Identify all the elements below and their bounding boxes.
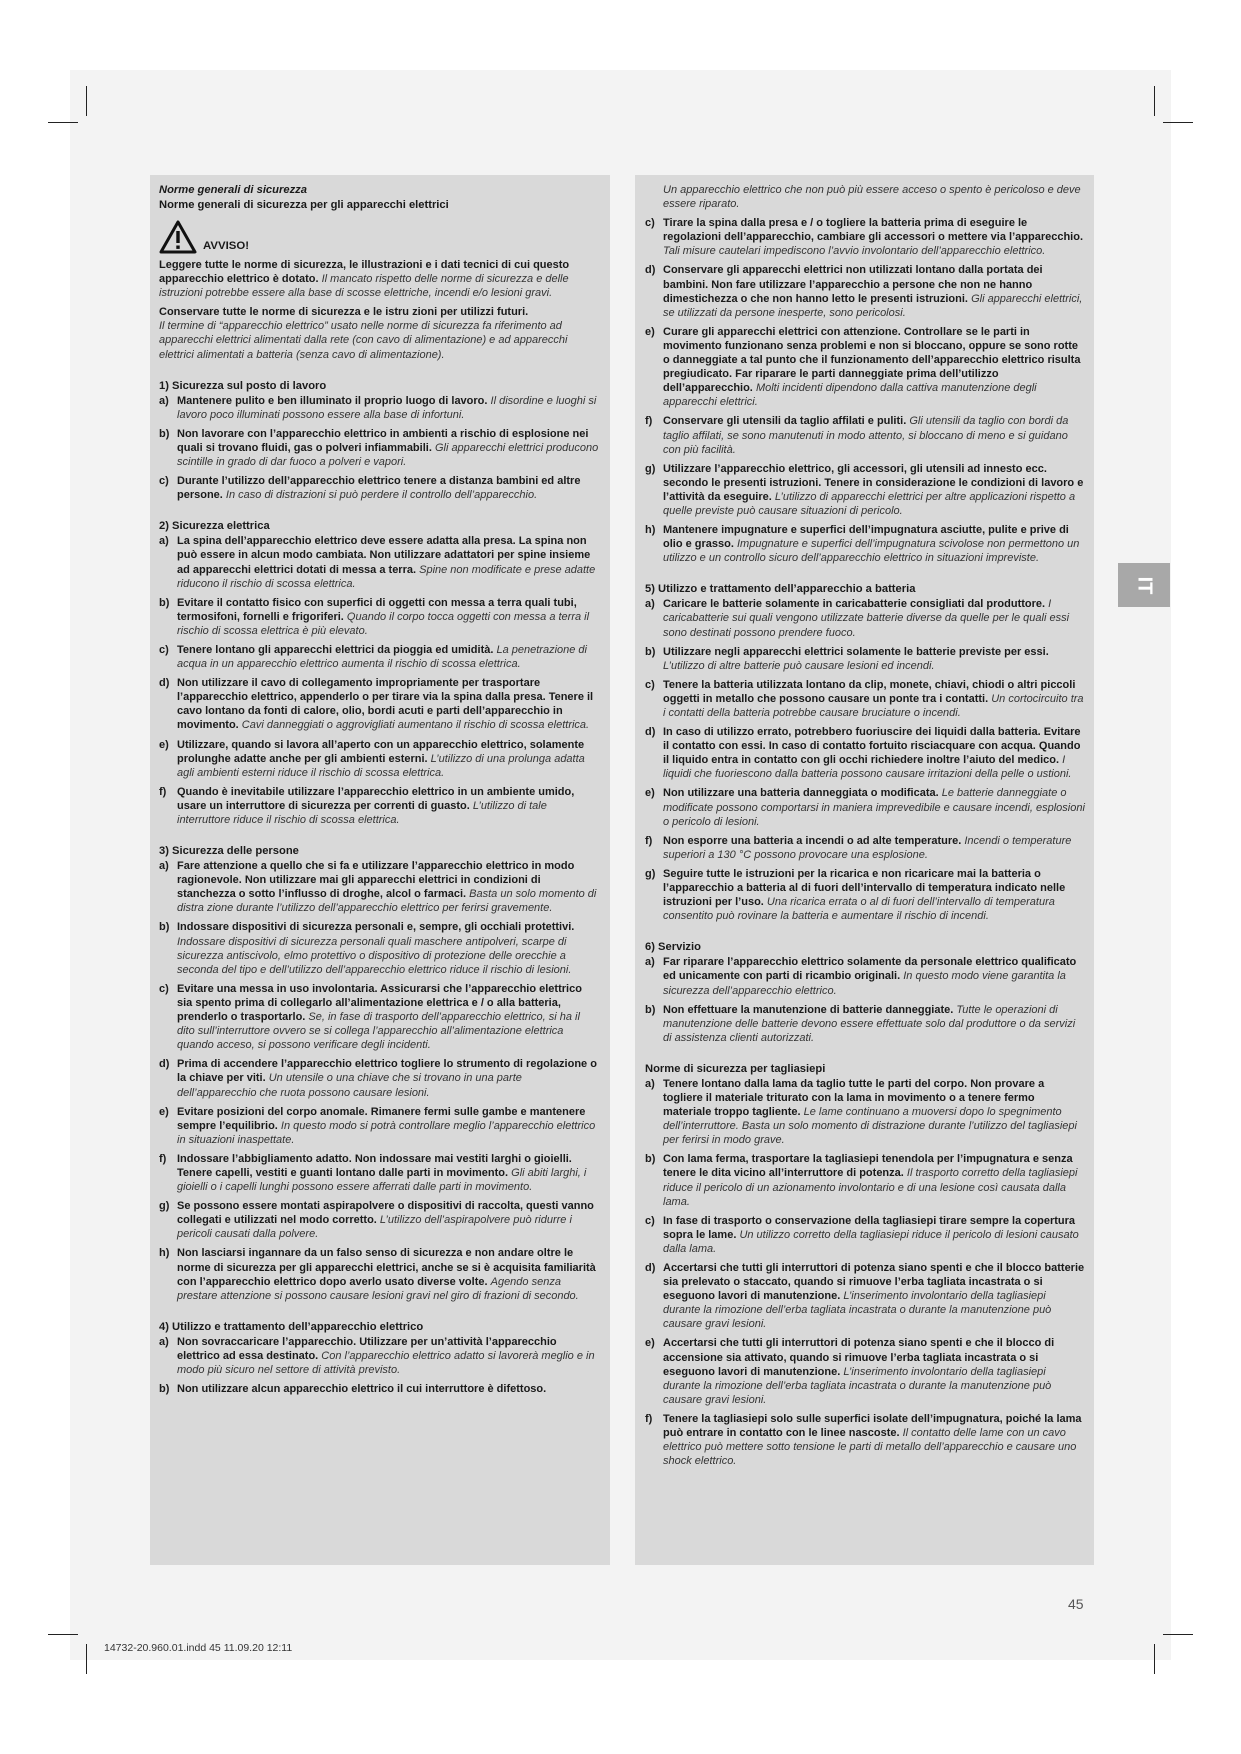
item-letter: b) bbox=[159, 427, 170, 440]
item-explanation: Un utensile o una chiave che si trovano in una parte dell’apparecchio che ruota possono causare lesioni. bbox=[177, 1072, 522, 1099]
warning-block bbox=[159, 220, 600, 254]
list-item bbox=[645, 263, 1085, 319]
section-heading-italic: Norme generali di sicurezza bbox=[159, 184, 307, 196]
item-explanation: Gli apparecchi elettrici, se utilizzati da persone inesperte, sono pericolosi. bbox=[663, 292, 1083, 319]
item-explanation: L’utilizzo di altre batterie può causare lesioni ed incendi. bbox=[663, 659, 935, 672]
item-letter: d) bbox=[645, 1262, 656, 1274]
item-instruction: Fare attenzione a quello che si fa e utilizzare l’apparecchio elettrico in modo ragionevole. Non utilizzare mai gli apparecchi elettrici in condizioni di stanchezza o sotto l’influsso di droghe, alcol o farmaci. bbox=[177, 860, 575, 901]
item-explanation: Le lame continuano a muoversi dopo lo spegnimento dell’interruttore. Basta un solo momento di distrazione durante l’utilizzo del tagliasiepi per ferirsi in modo grave. bbox=[663, 1106, 1077, 1147]
item-instruction: Utilizzare l’apparecchio elettrico, gli accessori, gli utensili ad innesto ecc. secondo le presenti istruzioni. Tenere in considerazione le condizioni di lavoro e l’attività da eseguire. bbox=[663, 462, 1084, 503]
list-item bbox=[645, 786, 1085, 828]
list-item bbox=[645, 1077, 1085, 1147]
list-item bbox=[159, 1152, 600, 1194]
list-item bbox=[159, 534, 600, 590]
item-letter: d) bbox=[159, 677, 170, 690]
item-explanation: I liquidi che fuoriescono dalla batteria possono causare irritazioni della pelle o ustioni. bbox=[663, 754, 1072, 781]
list-item bbox=[159, 982, 600, 1052]
item-letter: a) bbox=[645, 956, 655, 969]
item-instruction: Indossare l’abbigliamento adatto. Non indossare mai vestiti larghi o gioielli. Tenere capelli, vestiti e guanti lontano dalle parti in movimento. bbox=[177, 1152, 572, 1179]
item-instruction: Con lama ferma, trasportare la tagliasiepi tenendola per l’impugnatura e senza tenere le dita vicino all’interruttore di potenza. bbox=[663, 1153, 1073, 1180]
item-letter: e) bbox=[645, 1337, 655, 1350]
item-instruction: Non utilizzare alcun apparecchio elettrico il cui interruttore è difettoso. bbox=[177, 1383, 547, 1396]
item-letter: e) bbox=[159, 738, 169, 751]
item-explanation: Tali misure cautelari impediscono l’avvio involontario dell’apparecchio elettrico. bbox=[663, 245, 1046, 258]
item-letter: b) bbox=[159, 921, 170, 934]
item-letter: a) bbox=[159, 535, 169, 548]
item-letter: b) bbox=[645, 1153, 656, 1166]
rule-list bbox=[645, 216, 1085, 565]
item-instruction: Far riparare l’apparecchio elettrico solamente da personale elettrico qualificato ed unicamente con parti di ricambio originali. bbox=[663, 956, 1077, 983]
item-instruction: Evitare posizioni del corpo anomale. Rimanere fermi sulle gambe e mantenere sempre l’equilibrio. bbox=[177, 1105, 586, 1132]
item-instruction: Durante l’utilizzo dell’apparecchio elettrico tenere a distanza bambini ed altre persone. bbox=[177, 475, 581, 502]
list-item bbox=[159, 596, 600, 638]
item-explanation: Spine non modificate e prese adatte riducono il rischio di scossa elettrica. bbox=[177, 563, 596, 590]
section-heading: 2) Sicurezza elettrica bbox=[159, 520, 270, 533]
crop-mark bbox=[48, 122, 78, 123]
list-item bbox=[645, 216, 1085, 258]
list-item bbox=[645, 414, 1085, 456]
item-explanation: Gli abiti larghi, i gioielli o i capelli lunghi possono essere afferrati dalle parti in movimento. bbox=[177, 1166, 587, 1194]
item-instruction: Tirare la spina dalla presa e / o togliere la batteria prima di eseguire le regolazioni dell’apparecchio, cambiare gli accessori o mettere via l’apparecchio. bbox=[663, 217, 1083, 244]
item-letter: a) bbox=[159, 394, 169, 407]
language-tab bbox=[1118, 563, 1170, 607]
rule-list bbox=[159, 859, 600, 1303]
intro-bold: Conservare tutte le norme di sicurezza e le istru zioni per utilizzi futuri. bbox=[159, 306, 529, 319]
section-heading: 4) Utilizzo e trattamento dell’apparecchio elettrico bbox=[159, 1320, 424, 1333]
item-explanation: Indossare dispositivi di sicurezza personali quali maschere antipolveri, scarpe di sicurezza antiscivolo, elmo protettivo o dispositivo di protezione delle orecchie a seconda del tipo e dell’utilizzo dell’apparecchio elettrico riduce il rischio di lesioni. bbox=[177, 935, 572, 976]
item-explanation: Con l’apparecchio elettrico adatto si lavorerà meglio e in modo più sicuro nel settore di attività previsto. bbox=[177, 1349, 595, 1376]
crop-mark bbox=[48, 1634, 78, 1635]
item-letter: h) bbox=[645, 524, 656, 537]
rule-list bbox=[159, 394, 600, 503]
item-explanation: L’utilizzo di una prolunga adatta agli ambienti esterni riduce il rischio di scossa elettrica. bbox=[177, 752, 585, 779]
section-heading: Norme di sicurezza per tagliasiepi bbox=[645, 1062, 826, 1075]
item-letter: h) bbox=[159, 1247, 170, 1260]
item-instruction: Tenere la batteria utilizzata lontano da clip, monete, chiavi, chiodi o altri piccoli oggetti in metallo che possono causare un ponte tra i contatti. bbox=[663, 678, 1076, 705]
print-footer: 14732-20.960.01.indd 45 11.09.20 12:11 bbox=[104, 1642, 293, 1654]
item-explanation: Il disordine e luoghi si lavoro poco illuminati possono essere alla base di infortuni. bbox=[177, 394, 597, 421]
item-letter: e) bbox=[645, 325, 655, 338]
crop-mark bbox=[1154, 1644, 1155, 1674]
item-letter: b) bbox=[159, 596, 170, 609]
item-instruction: Conservare gli apparecchi elettrici non utilizzati lontano dalla portata dei bambini. Non fare utilizzare l’apparecchio a persone che non ne hanno dimestichezza o che non hanno letto le presenti istruzioni. bbox=[663, 264, 1043, 305]
item-letter: f) bbox=[645, 415, 653, 428]
item-instruction: Tenere lontano gli apparecchi elettrici da pioggia ed umidità. bbox=[177, 643, 494, 656]
item-explanation: Agendo senza prestare attenzione si possono causare lesioni gravi nel giro di frazioni di secondo. bbox=[177, 1275, 579, 1302]
page-number: 45 bbox=[1068, 1596, 1084, 1612]
list-item bbox=[159, 1199, 600, 1241]
item-explanation: Tutte le operazioni di manutenzione delle batterie devono essere effettuate solo dal produttore o da servizi di assistenza clienti autorizzati. bbox=[663, 1003, 1076, 1044]
rule-list bbox=[159, 1335, 600, 1396]
item-letter: c) bbox=[645, 217, 655, 230]
list-item bbox=[159, 738, 600, 780]
item-explanation: Il trasporto corretto della tagliasiepi riduce il pericolo di un azionamento involontario e di una lesione così causata dalla lama. bbox=[663, 1167, 1078, 1208]
list-item bbox=[645, 834, 1085, 862]
list-item bbox=[159, 859, 600, 915]
item-instruction: Non utilizzare il cavo di collegamento impropriamente per trasportare l’apparecchio elettrico, appenderlo o per tirare via la spina dalla presa. Tenere il cavo lontano da fonti di calore, olio, bordi acuti e parti dell’apparecchio in movimento. bbox=[177, 677, 594, 732]
item-explanation: L’utilizzo di apparecchi elettrici per altre applicazioni rispetto a quelle previste può causare situazioni di pericolo. bbox=[663, 490, 1076, 517]
list-item bbox=[159, 1382, 600, 1396]
list-item bbox=[159, 643, 600, 671]
crop-mark bbox=[1163, 1634, 1193, 1635]
rule-list bbox=[159, 534, 600, 827]
item-letter: a) bbox=[159, 1335, 169, 1348]
item-instruction: Prima di accendere l’apparecchio elettrico togliere lo strumento di regolazione o la chiave per viti. bbox=[177, 1058, 597, 1085]
item-instruction: Conservare gli utensili da taglio affilati e puliti. bbox=[663, 415, 907, 428]
right-column bbox=[635, 175, 1094, 1565]
item-instruction: Non lavorare con l’apparecchio elettrico in ambienti a rischio di esplosione nei quali si trovano fluidi, gas o polveri infiammabili. bbox=[177, 427, 589, 454]
item-letter: g) bbox=[159, 1200, 170, 1213]
item-letter: a) bbox=[159, 860, 169, 873]
item-instruction: Mantenere impugnature e superfici dell’impugnatura asciutte, pulite e prive di olio e grasso. bbox=[663, 524, 1069, 551]
item-explanation: Cavi danneggiati o aggrovigliati aumentano il rischio di scossa elettrica. bbox=[241, 719, 590, 732]
crop-mark bbox=[86, 86, 87, 116]
item-letter: c) bbox=[645, 1214, 655, 1227]
item-letter: f) bbox=[159, 1152, 167, 1165]
crop-mark bbox=[1163, 122, 1193, 123]
list-item bbox=[645, 1336, 1085, 1406]
item-letter: c) bbox=[159, 643, 169, 656]
list-item bbox=[159, 1335, 600, 1377]
list-item bbox=[645, 678, 1085, 720]
item-explanation: L’utilizzo di tale interruttore riduce il rischio di scossa elettrica. bbox=[177, 799, 547, 826]
crop-mark bbox=[1154, 86, 1155, 116]
item-instruction: In fase di trasporto o conservazione della tagliasiepi tirare sempre la copertura sopra le lame. bbox=[663, 1214, 1076, 1241]
list-item bbox=[159, 427, 600, 469]
section-heading: 6) Servizio bbox=[645, 941, 701, 954]
item-explanation: Gli utensili da taglio con bordi da taglio affilati, se sono manutenuti in modo attento, si bloccano di meno e si guidano con più facilità. bbox=[663, 415, 1069, 456]
item-explanation: La penetrazione di acqua in un apparecchio elettrico aumenta il rischio di scossa elettrica. bbox=[177, 643, 587, 671]
list-item bbox=[645, 1261, 1085, 1331]
item-instruction: Seguire tutte le istruzioni per la ricarica e non ricaricare mai la batteria o l’apparecchio a batteria al di fuori dell’intervallo di temperatura indicato nelle istruzioni per l’uso. bbox=[663, 867, 1066, 909]
item-letter: a) bbox=[645, 598, 655, 611]
item-instruction: Curare gli apparecchi elettrici con attenzione. Controllare se le parti in movimento funzionano senza problemi e non si bloccano, oppure se sono rotte o danneggiate a tal punto che il funzionamento dell’apparecchio elettrico risulta pregiudicato. Far riparare le parti danneggiate prima dell’utilizzo dell’apparecchio. bbox=[663, 325, 1081, 395]
list-item bbox=[645, 597, 1085, 639]
item-letter: e) bbox=[645, 787, 655, 800]
item-letter: b) bbox=[645, 645, 656, 658]
item-explanation: L’inserimento involontario della tagliasiepi durante la rimozione dell’erba tagliata incastrata o durante la manutenzione può causare gravi lesioni. bbox=[663, 1290, 1052, 1331]
rule-list bbox=[645, 955, 1085, 1045]
item-explanation: L’inserimento involontario della tagliasiepi durante la rimozione dell’erba tagliata incastrata o durante la manutenzione può causare gravi lesioni. bbox=[663, 1365, 1052, 1406]
item-instruction: Tenere lontano dalla lama da taglio tutte le parti del corpo. Non provare a togliere il materiale triturato con la lama in movimento o a tenere fermo materiale troppo tagliente. bbox=[663, 1077, 1045, 1119]
item-instruction: Caricare le batterie solamente in caricabatterie consigliati dal produttore. bbox=[663, 598, 1046, 611]
language-tab-label: IT bbox=[1133, 576, 1156, 594]
list-item bbox=[645, 1412, 1085, 1468]
item-explanation: Se, in fase di trasporto dell’apparecchio elettrico, si ha il dito sull’interruttore ovvero se si collega l’apparecchio all’alimentazione elettrica quando acceso, si possono verificare degli incidenti. bbox=[177, 1011, 580, 1052]
item-explanation: I caricabatterie sui quali vengono utilizzate batterie diverse da quelle per le quali essi sono destinati possono prendere fuoco. bbox=[663, 598, 1070, 639]
item-instruction: Non effettuare la manutenzione di batterie danneggiate. bbox=[663, 1003, 954, 1016]
item-letter: g) bbox=[645, 462, 656, 475]
intro-paragraph bbox=[159, 258, 600, 300]
item-letter: d) bbox=[645, 726, 656, 739]
rule-list bbox=[645, 1077, 1085, 1468]
item-explanation: Quando il corpo tocca oggetti con messa a terra il rischio di scossa elettrica è più elevato. bbox=[177, 610, 590, 637]
warning-label: AVVISO! bbox=[203, 240, 249, 252]
item-letter: f) bbox=[645, 1412, 653, 1425]
item-instruction: Indossare dispositivi di sicurezza personali e, sempre, gli occhiali protettivi. bbox=[177, 921, 575, 934]
list-item bbox=[159, 1057, 600, 1099]
list-item bbox=[645, 1003, 1085, 1045]
item-letter: a) bbox=[645, 1077, 655, 1090]
item-instruction: Utilizzare negli apparecchi elettrici solamente le batterie previste per essi. bbox=[663, 645, 1049, 658]
item-instruction: Accertarsi che tutti gli interruttori di potenza siano spenti e che il blocco di accensione sia attivato, quando si rimuove l’erba tagliata incastrata o si eseguono lavori di manutenzione. bbox=[663, 1337, 1055, 1378]
list-item bbox=[645, 183, 1085, 211]
list-item bbox=[159, 920, 600, 976]
item-instruction: Utilizzare, quando si lavora all’aperto con un apparecchio elettrico, solamente prolunghe adatte anche per gli ambienti esterni. bbox=[177, 738, 585, 765]
intro-bold: Leggere tutte le norme di sicurezza, le illustrazioni e i dati tecnici di cui questo apparecchio elettrico è dotato. bbox=[159, 259, 570, 286]
item-explanation: Basta un solo momento di distra zione durante l’utilizzo dell’apparecchio elettrico per ferirsi gravemente. bbox=[177, 888, 597, 915]
list-item bbox=[159, 1105, 600, 1147]
section-heading: Norme generali di sicurezza per gli apparecchi elettrici bbox=[159, 199, 449, 211]
item-explanation: Molti incidenti dipendono dalla cattiva manutenzione degli apparecchi elettrici. bbox=[663, 382, 1037, 409]
item-explanation: Le batterie danneggiate o modificate possono comportarsi in maniera imprevedibile e causare incendi, esplosioni o pericolo di lesioni. bbox=[663, 787, 1085, 828]
item-instruction: Quando è inevitabile utilizzare l’apparecchio elettrico in un ambiente umido, usare un interruttore di sicurezza per correnti di guasto. bbox=[177, 785, 575, 812]
continuation-italic: Un apparecchio elettrico che non può più essere acceso o spento è pericoloso e deve essere riparato. bbox=[663, 184, 1081, 211]
item-letter: d) bbox=[645, 264, 656, 277]
left-column bbox=[150, 175, 610, 1565]
section-heading: 1) Sicurezza sul posto di lavoro bbox=[159, 379, 327, 392]
section-heading: 3) Sicurezza delle persone bbox=[159, 845, 299, 858]
item-instruction: Se possono essere montati aspirapolvere o dispositivi di raccolta, questi vanno collegati e utilizzati nel modo corretto. bbox=[177, 1200, 594, 1227]
item-explanation: Un utilizzo corretto della tagliasiepi riduce il pericolo di lesioni causato dalla lama. bbox=[663, 1228, 1079, 1255]
list-item bbox=[645, 1214, 1085, 1256]
list-item bbox=[159, 394, 600, 422]
item-letter: d) bbox=[159, 1058, 170, 1071]
list-item bbox=[645, 523, 1085, 565]
list-item bbox=[645, 325, 1085, 410]
item-explanation: Gli apparecchi elettrici producono scintille in grado di dar fuoco a polveri e vapori. bbox=[177, 441, 599, 469]
item-explanation: Incendi o temperature superiori a 130 °C possono provocare una esplosione. bbox=[663, 834, 1072, 861]
item-instruction: Mantenere pulito e ben illuminato il proprio luogo di lavoro. bbox=[177, 394, 488, 407]
crop-mark bbox=[86, 1644, 87, 1674]
list-item bbox=[645, 645, 1085, 673]
item-instruction: Tenere la tagliasiepi solo sulle superfici isolate dell’impugnatura, poiché la lama può entrare in contatto con le linee nascoste. bbox=[663, 1412, 1082, 1440]
item-instruction: Non sovraccaricare l’apparecchio. Utilizzare per un’attività l’apparecchio elettrico ad essa destinato. bbox=[177, 1335, 557, 1362]
item-letter: c) bbox=[645, 678, 655, 691]
section-heading: 5) Utilizzo e trattamento dell’apparecchio a batteria bbox=[645, 583, 916, 596]
intro-paragraph bbox=[159, 305, 600, 361]
list-item bbox=[645, 867, 1085, 923]
item-letter: c) bbox=[159, 475, 169, 488]
intro-italic: Il mancato rispetto delle norme di sicurezza e delle istruzioni potrebbe essere alla base di scosse elettriche, incendi e/o lesioni gravi. bbox=[159, 273, 569, 300]
item-letter: f) bbox=[159, 785, 167, 798]
item-explanation: L’utilizzo dell’aspirapolvere può ridurre i pericoli causati dalla polvere. bbox=[177, 1214, 572, 1241]
item-instruction: Evitare il contatto fisico con superfici di oggetti con messa a terra quali tubi, termosifoni, fornelli e frigoriferi. bbox=[177, 596, 577, 623]
item-explanation: In questo modo si potrà controllare meglio l’apparecchio elettrico in situazioni inaspettate. bbox=[177, 1119, 596, 1146]
intro-italic: Il termine di “apparecchio elettrico” usato nelle norme di sicurezza fa riferimento ad apparecchi elettrici alimentati dalla rete (con cavo di alimentazione) e ad apparecchi elettrici alimentati a batteria (senza cavo di alimentazione). bbox=[159, 320, 568, 361]
item-explanation: Impugnature e superfici dell’impugnatura scivolose non permettono un utilizzo e un controllo sicuro dell’apparecchio elettrico in situazioni impreviste. bbox=[663, 538, 1080, 565]
list-item bbox=[159, 785, 600, 827]
list-item bbox=[645, 955, 1085, 997]
item-explanation: Un cortocircuito tra i contatti della batteria potrebbe causare bruciature o incendi. bbox=[663, 692, 1084, 719]
list-item bbox=[645, 1152, 1085, 1208]
item-explanation: In caso di distrazioni si può perdere il controllo dell’apparecchio. bbox=[225, 489, 538, 502]
item-explanation: Il contatto delle lame con un cavo elettrico può mettere sotto tensione le parti di metallo dell’apparecchio e causare uno shock elettrico. bbox=[663, 1427, 1077, 1468]
item-instruction: Non utilizzare una batteria danneggiata o modificata. bbox=[663, 787, 939, 800]
item-instruction: La spina dell’apparecchio elettrico deve essere adatta alla presa. La spina non può essere in alcun modo cambiata. Non utilizzare adattatori per spine insieme ad apparecchi elettrici dotati di messa a terra. bbox=[177, 535, 591, 576]
list-item bbox=[645, 725, 1085, 781]
rule-list bbox=[645, 597, 1085, 923]
item-letter: b) bbox=[645, 1003, 656, 1016]
list-item bbox=[159, 1246, 600, 1302]
item-letter: b) bbox=[159, 1383, 170, 1396]
list-item bbox=[159, 474, 600, 502]
item-letter: c) bbox=[159, 982, 169, 995]
item-letter: g) bbox=[645, 867, 656, 880]
item-instruction: Evitare una messa in uso involontaria. Assicurarsi che l’apparecchio elettrico sia spento prima di collegarlo all’alimentazione elettrica e / o alla batteria, prenderlo o trasportarlo. bbox=[177, 982, 582, 1024]
list-item bbox=[159, 676, 600, 732]
item-explanation: In questo modo viene garantita la sicurezza dell’apparecchio elettrico. bbox=[663, 970, 1066, 997]
item-instruction: Non lasciarsi ingannare da un falso senso di sicurezza e non andare oltre le norme di sicurezza per gli apparecchi elettrici, anche se si è acquisita familiarità con l’apparecchio elettrico dopo averlo usato diverse volte. bbox=[177, 1247, 596, 1288]
item-instruction: In caso di utilizzo errato, potrebbero fuoriuscire dei liquidi dalla batteria. Evitare il contatto con essi. In caso di contatto fortuito risciacquare con acqua. Quando il liquido entra in contatto con gli occhi richiedere inoltre l’aiuto del medico. bbox=[663, 726, 1081, 767]
warning-triangle-icon bbox=[159, 220, 197, 254]
item-explanation: Una ricarica errata o al di fuori dell’intervallo di temperatura consentito può rovinare la batteria e aumentare il rischio di incendi. bbox=[663, 896, 1055, 923]
item-instruction: Accertarsi che tutti gli interruttori di potenza siano spenti e che il blocco batterie sia prelevato o staccato, quando si rimuove l’erba tagliata incastrata o si eseguono lavori di manutenzione. bbox=[663, 1262, 1085, 1303]
item-letter: e) bbox=[159, 1105, 169, 1118]
item-letter: f) bbox=[645, 834, 653, 847]
list-item bbox=[645, 462, 1085, 518]
item-instruction: Non esporre una batteria a incendi o ad alte temperature. bbox=[663, 834, 962, 847]
